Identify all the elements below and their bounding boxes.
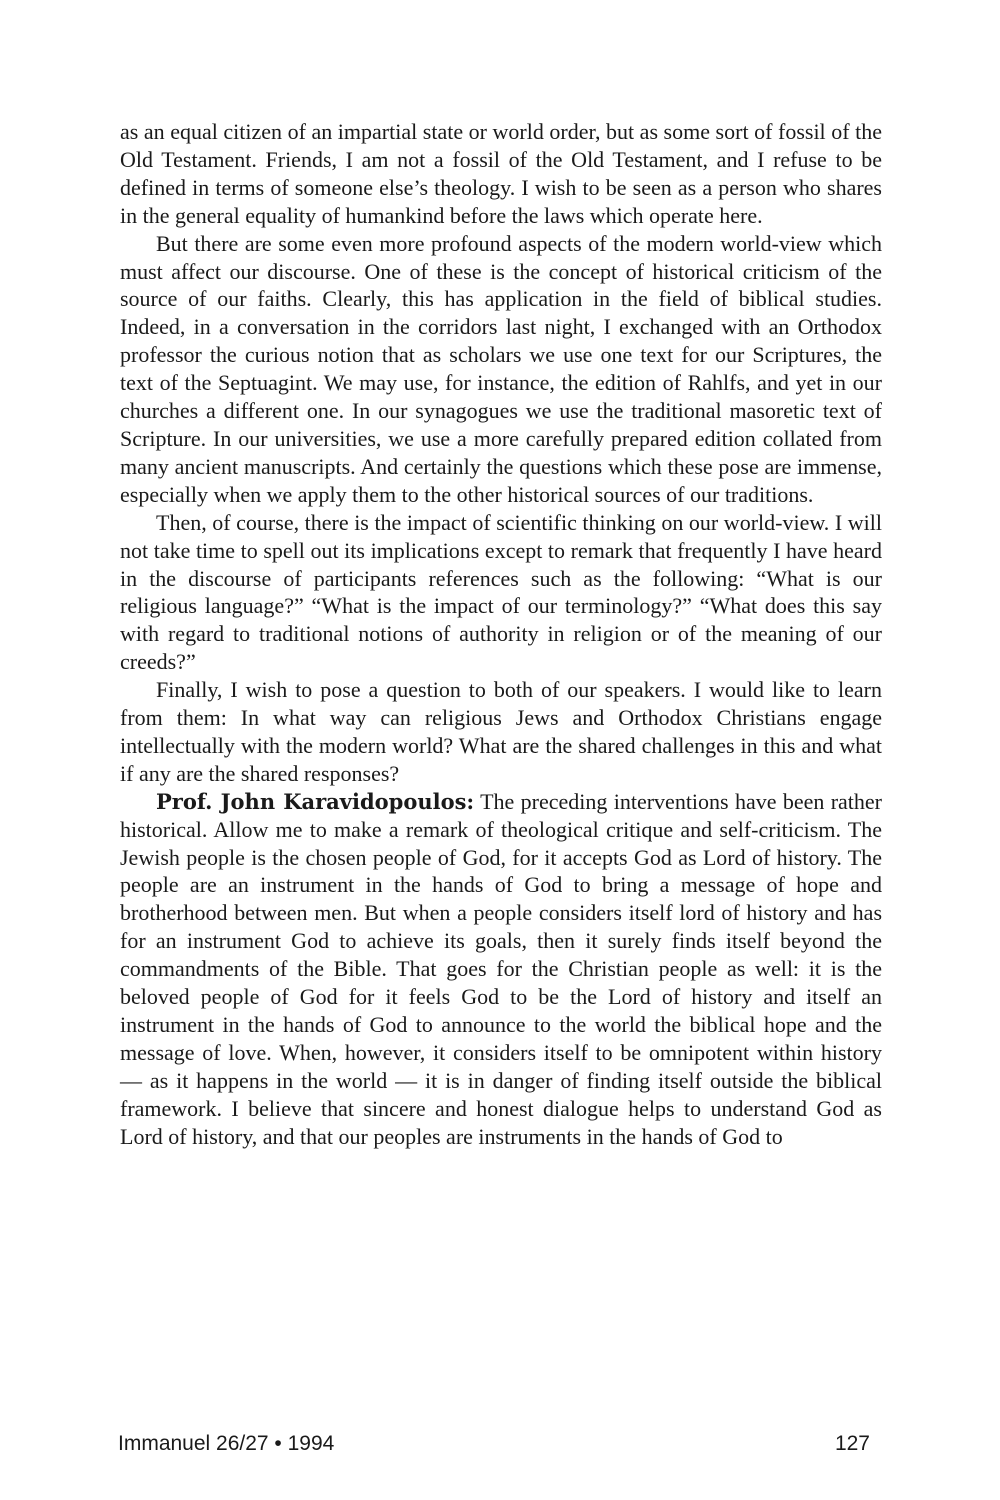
paragraph-4: Finally, I wish to pose a question to both of our speakers. I would like to learn from them: In what way can religious Jews and Orthodox Christians engage intellectually with the modern world? What are the shared challenges in this and what if any are the shared responses?: [120, 677, 882, 786]
paragraph-1: as an equal citizen of an impartial state or world order, but as some sort of fossil of the Old Testament. Friends, I am not a fossil of the Old Testament, and I refuse to be defined in terms of someone else’s theology. I wish to be seen as a person who shares in the general equality of humankind before the laws which operate here.: [120, 119, 882, 228]
page-number: 127: [834, 1432, 870, 1455]
speaker-name: Prof. John Karavidopoulos:: [156, 788, 475, 814]
paragraph-5: [120, 788, 882, 1151]
paragraph-3: Then, of course, there is the impact of scientific thinking on our world-view. I will not take time to spell out its implications except to remark that frequently I have heard in the discourse of participants references such as the following: “What is our religious language?” “What is the impact of our terminology?” “What does this say with regard to traditional notions of authority in religion or of the meaning of our creeds?”: [120, 509, 882, 675]
body-text: [120, 118, 882, 1151]
paragraph-5-text: The preceding interventions have been rather historical. Allow me to make a remark of theological critique and self-criticism. The Jewish people is the chosen people of God, for it accepts God as Lord of history. The people are an instrument in the hands of God to bring a message of hope and brotherhood between men. But when a people considers itself lord of history and has for an instrument God to achieve its goals, then it surely finds itself beyond the commandments of the Bible. That goes for the Christian people as well: it is the beloved people of God for it feels God to be the Lord of history and itself an instrument in the hands of God to announce to the world the biblical hope and the message of love. When, however, it considers itself to be omnipotent within history — as it happens in the world — it is in danger of finding itself outside the biblical framework. I believe that sincere and honest dialogue helps to understand God as Lord of history, and that our peoples are instruments in the hands of God to: [120, 788, 882, 1149]
journal-citation: Immanuel 26/27 • 1994: [118, 1432, 335, 1455]
page-footer: [118, 1432, 870, 1456]
paragraph-2: But there are some even more profound aspects of the modern world-view which must affect our discourse. One of these is the concept of historical criticism of the source of our faiths. Clearly, this has application in the field of biblical studies. Indeed, in a conversation in the corridors last night, I exchanged with an Orthodox professor the curious notion that as scholars we use one text for our Scriptures, the text of the Septuagint. We may use, for instance, the edition of Rahlfs, and yet in our churches a different one. In our synagogues we use the traditional masoretic text of Scripture. In our universities, we use a more carefully prepared edition collated from many ancient manuscripts. And certainly the questions which these pose are immense, especially when we apply them to the other historical sources of our traditions.: [120, 230, 882, 507]
